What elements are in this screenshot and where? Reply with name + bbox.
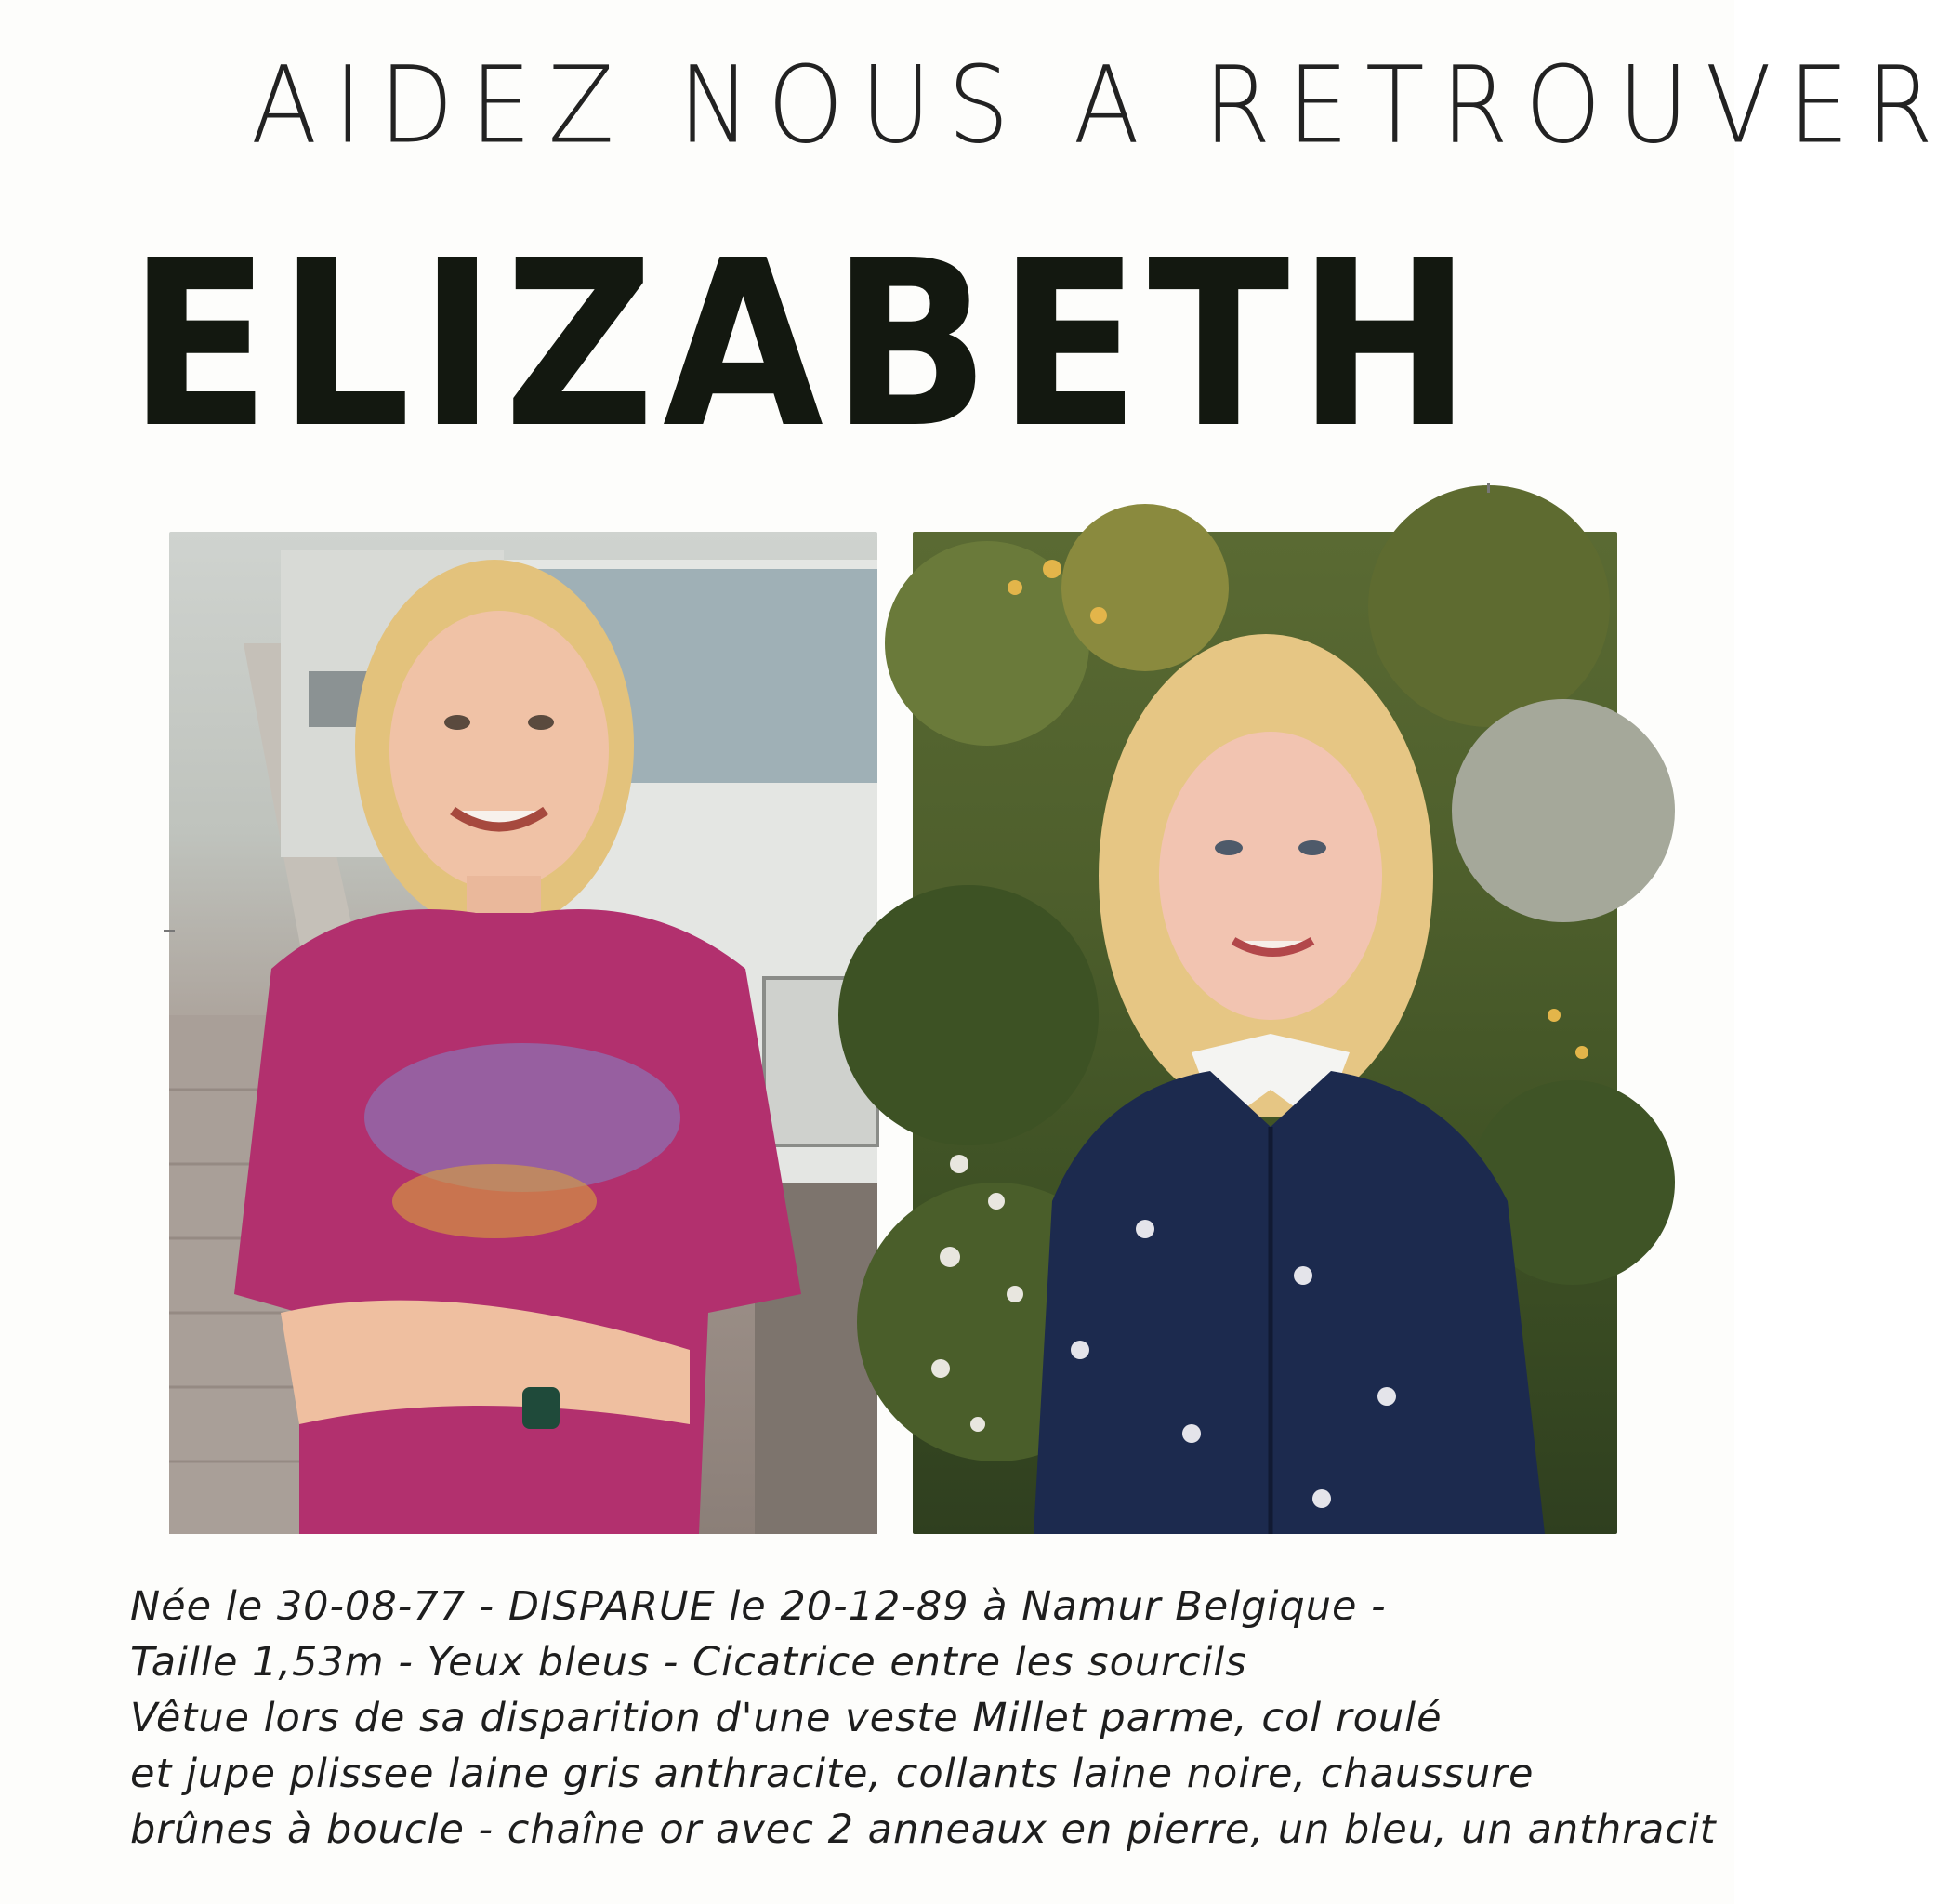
crop-mark — [1487, 483, 1490, 493]
description-line: Taille 1,53m - Yeux bleus - Cicatrice entre les sourcils — [130, 1639, 1247, 1686]
smile — [1233, 941, 1312, 953]
missing-person-name: ELIZABETH — [128, 212, 1480, 479]
description-line: Vêtue lors de sa disparition d'une veste Millet parme, col roulé — [130, 1695, 1443, 1741]
wristwatch — [522, 1387, 560, 1429]
crop-mark — [164, 930, 175, 932]
photo-right-illustration — [913, 532, 1617, 1534]
photo-right — [913, 532, 1617, 1534]
description-line: et jupe plissee laine gris anthracite, collants laine noire, chaussure — [130, 1751, 1535, 1797]
navy-cardigan — [1034, 1071, 1545, 1534]
description-line: brûnes à boucle - chaîne or avec 2 anneaux en pierre, un bleu, un anthracit — [130, 1806, 1717, 1853]
poster-headline: AIDEZ NOUS A RETROUVER — [251, 42, 1950, 167]
photo-left-illustration — [169, 532, 877, 1534]
stone-wall — [1452, 699, 1675, 922]
girl-face — [1159, 732, 1382, 1020]
photo-left — [169, 532, 877, 1534]
description-line: Née le 30-08-77 - DISPARUE le 20-12-89 à Namur Belgique - — [130, 1583, 1387, 1630]
missing-person-description — [130, 1579, 1717, 1858]
girl-face — [389, 611, 609, 890]
